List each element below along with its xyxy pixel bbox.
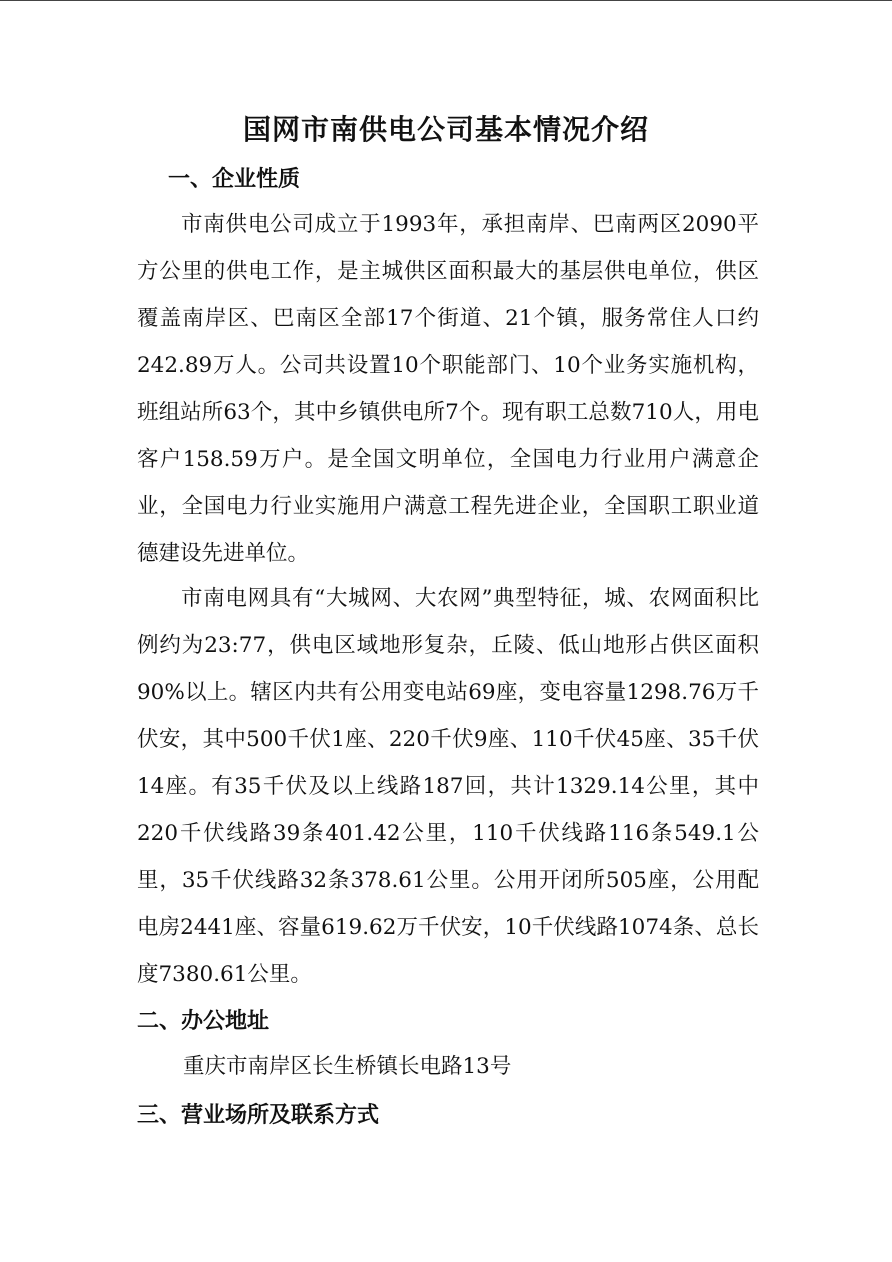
section-heading-business-contact: 三、营业场所及联系方式 — [137, 1102, 380, 1128]
top-border-line — [0, 0, 892, 1]
office-address-text: 重庆市南岸区长生桥镇长电路13号 — [183, 1054, 512, 1079]
section-heading-office-address: 二、办公地址 — [137, 1008, 270, 1034]
paragraph-grid-overview: 市南电网具有“大城网、大农网”典型特征，城、农网面积比例约为23:77，供电区域地形复杂，丘陵、低山地形占供区面积90%以上。辖区内共有公用变电站69座，变电容量1298.76万千伏安，其中500千伏1座、220千伏9座、110千伏45座、35千伏14座。有35千伏及以上线路187回，共计1329.14公里，其中220千伏线路39条401.42公里，110千伏线路116条549.1公里，35千伏线路32条378.61公里。公用开闭所505座，公用配电房2441座、容量619.62万千伏安，10千伏线路1074条、总长度7380.61公里。 — [137, 586, 759, 987]
paragraph-company-overview: 市南供电公司成立于1993年，承担南岸、巴南两区2090平方公里的供电工作，是主城供区面积最大的基层供电单位，供区覆盖南岸区、巴南区全部17个街道、21个镇，服务常住人口约242.89万人。公司共设置10个职能部门、10个业务实施机构，班组站所63个，其中乡镇供电所7个。现有职工总数710人，用电客户158.59万户。是全国文明单位，全国电力行业用户满意企业，全国电力行业实施用户满意工程先进企业，全国职工职业道德建设先进单位。 — [137, 212, 759, 566]
document-title: 国网市南供电公司基本情况介绍 — [242, 113, 649, 146]
section-heading-enterprise-nature: 一、企业性质 — [168, 166, 301, 192]
